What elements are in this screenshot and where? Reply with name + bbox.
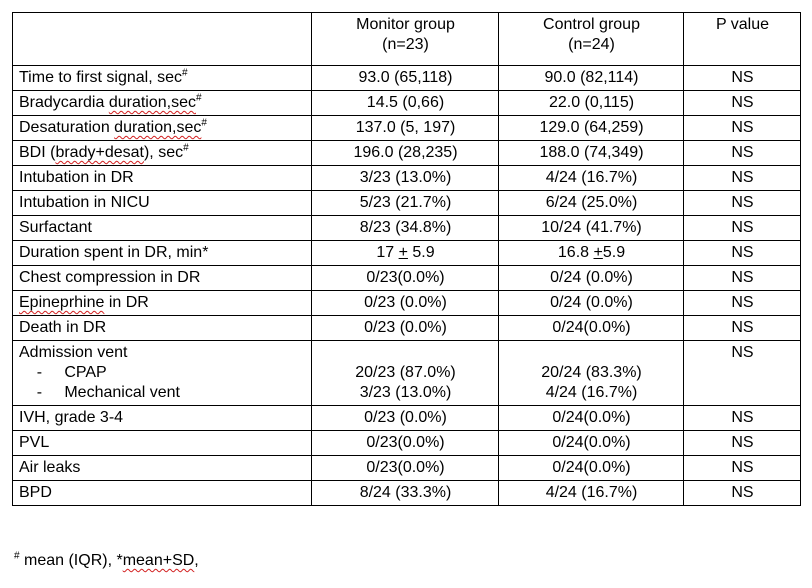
header-monitor-group — [312, 13, 499, 66]
row-label: Time to first signal, sec# — [13, 66, 312, 91]
p-value: NS — [684, 166, 801, 191]
table-row — [13, 241, 801, 266]
p-value: NS — [684, 341, 801, 406]
table-row — [13, 481, 801, 506]
table-row — [13, 456, 801, 481]
monitor-value: 0/23(0.0%) — [312, 266, 499, 291]
row-label: Intubation in DR — [13, 166, 312, 191]
control-value: 188.0 (74,349) — [499, 141, 684, 166]
monitor-value: 8/23 (34.8%) — [312, 216, 499, 241]
row-label: Duration spent in DR, min* — [13, 241, 312, 266]
header-control-n: (n=24) — [568, 36, 615, 53]
control-value: 4/24 (16.7%) — [499, 166, 684, 191]
row-label: Bradycardia duration,sec# — [13, 91, 312, 116]
row-label: Epineprhine in DR — [13, 291, 312, 316]
monitor-value-cpap: 20/23 (87.0%) — [355, 364, 456, 381]
table-row — [13, 266, 801, 291]
p-value: NS — [684, 91, 801, 116]
p-value: NS — [684, 141, 801, 166]
p-value: NS — [684, 266, 801, 291]
monitor-value: 196.0 (28,235) — [312, 141, 499, 166]
monitor-value: 0/23 (0.0%) — [312, 406, 499, 431]
row-label-main: Admission vent — [19, 344, 128, 361]
p-value: NS — [684, 241, 801, 266]
table-row — [13, 341, 801, 406]
row-label: BDI (brady+desat), sec# — [13, 141, 312, 166]
results-table — [12, 12, 801, 506]
table-row — [13, 431, 801, 456]
control-value-mechanical-vent: 4/24 (16.7%) — [545, 384, 638, 401]
row-label: Chest compression in DR — [13, 266, 312, 291]
results-table-document — [12, 12, 800, 506]
monitor-value: 5/23 (21.7%) — [312, 191, 499, 216]
monitor-value: 8/24 (33.3%) — [312, 481, 499, 506]
table-row — [13, 116, 801, 141]
row-label: Intubation in NICU — [13, 191, 312, 216]
control-value: 0/24(0.0%) — [499, 406, 684, 431]
table-row — [13, 141, 801, 166]
table-footnote: # mean (IQR), *mean+SD, — [14, 550, 199, 569]
row-label — [13, 341, 312, 406]
row-label: Surfactant — [13, 216, 312, 241]
p-value: NS — [684, 216, 801, 241]
monitor-value: 137.0 (5, 197) — [312, 116, 499, 141]
control-value: 4/24 (16.7%) — [499, 481, 684, 506]
row-label: Desaturation duration,sec# — [13, 116, 312, 141]
p-value: NS — [684, 456, 801, 481]
header-control-group — [499, 13, 684, 66]
monitor-value — [312, 341, 499, 406]
header-blank-cell — [13, 13, 312, 66]
control-value: 0/24 (0.0%) — [499, 291, 684, 316]
monitor-value-mechanical-vent: 3/23 (13.0%) — [359, 384, 452, 401]
table-row — [13, 191, 801, 216]
header-monitor-title: Monitor group — [356, 16, 455, 33]
table-row — [13, 316, 801, 341]
p-value: NS — [684, 431, 801, 456]
table-row — [13, 166, 801, 191]
table-row — [13, 291, 801, 316]
row-sublabel-mechanical-vent: - Mechanical vent — [19, 384, 180, 401]
p-value: NS — [684, 66, 801, 91]
p-value: NS — [684, 481, 801, 506]
monitor-value: 0/23 (0.0%) — [312, 316, 499, 341]
control-value: 129.0 (64,259) — [499, 116, 684, 141]
control-value: 90.0 (82,114) — [499, 66, 684, 91]
header-control-title: Control group — [543, 16, 640, 33]
row-sublabel-cpap: - CPAP — [19, 364, 107, 381]
row-label: Air leaks — [13, 456, 312, 481]
row-label: BPD — [13, 481, 312, 506]
row-label: Death in DR — [13, 316, 312, 341]
p-value: NS — [684, 116, 801, 141]
control-value: 0/24 (0.0%) — [499, 266, 684, 291]
monitor-value: 93.0 (65,118) — [312, 66, 499, 91]
control-value: 0/24(0.0%) — [499, 431, 684, 456]
table-row — [13, 216, 801, 241]
p-value: NS — [684, 191, 801, 216]
control-value: 6/24 (25.0%) — [499, 191, 684, 216]
row-label: PVL — [13, 431, 312, 456]
header-monitor-n: (n=23) — [382, 36, 429, 53]
monitor-value: 17 + 5.9 — [312, 241, 499, 266]
table-row — [13, 91, 801, 116]
control-value: 16.8 +5.9 — [499, 241, 684, 266]
header-p-value: P value — [684, 13, 801, 66]
control-value: 0/24(0.0%) — [499, 456, 684, 481]
monitor-value: 0/23 (0.0%) — [312, 291, 499, 316]
row-label: IVH, grade 3-4 — [13, 406, 312, 431]
control-value — [499, 341, 684, 406]
control-value: 22.0 (0,115) — [499, 91, 684, 116]
table-row — [13, 66, 801, 91]
p-value: NS — [684, 406, 801, 431]
control-value: 10/24 (41.7%) — [499, 216, 684, 241]
monitor-value: 0/23(0.0%) — [312, 456, 499, 481]
monitor-value: 3/23 (13.0%) — [312, 166, 499, 191]
table-row — [13, 406, 801, 431]
control-value-cpap: 20/24 (83.3%) — [541, 364, 642, 381]
monitor-value: 14.5 (0,66) — [312, 91, 499, 116]
table-header-row — [13, 13, 801, 66]
monitor-value: 0/23(0.0%) — [312, 431, 499, 456]
p-value: NS — [684, 316, 801, 341]
control-value: 0/24(0.0%) — [499, 316, 684, 341]
p-value: NS — [684, 291, 801, 316]
